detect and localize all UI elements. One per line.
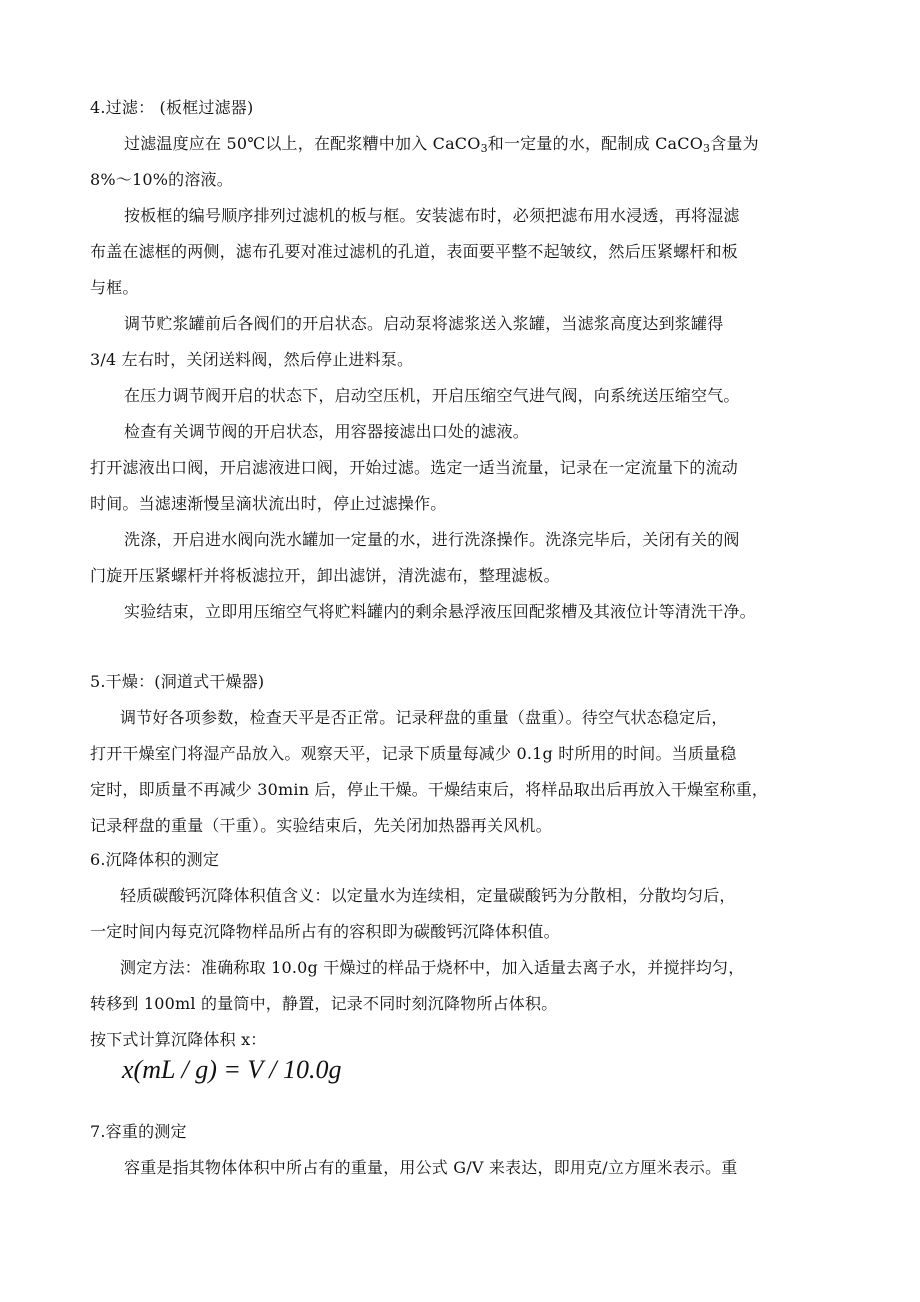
section-7-heading: 7.容重的测定 [90,1122,187,1141]
settling-p3-line1: 按下式计算沉降体积 x： [90,1030,267,1049]
drying-p1-line3: 定时，即质量不再减少 30min 后，停止干燥。干燥结束后，将样品取出后再放入干燥室称重， [90,780,769,799]
filtration-p5-line1: 检查有关调节阀的开启状态，用容器接滤出口处的滤液。 [124,422,530,441]
drying-p1-line4: 记录秤盘的重量（干重）。实验结束后，先关闭加热器再关风机。 [90,816,552,835]
section-5-heading: 5.干燥：(洞道式干燥器) [90,672,265,691]
filtration-p7-line1: 洗涤，开启进水阀向洗水罐加一定量的水，进行洗涤操作。洗涤完毕后，关闭有关的阀 [124,530,740,549]
drying-p1-line1: 调节好各项参数，检查天平是否正常。记录秤盘的重量（盘重）。待空气状态稳定后， [120,708,728,727]
filtration-p7-line2: 门旋开压紧螺杆并将板滤拉开，卸出滤饼，清洗滤布，整理滤板。 [90,566,560,585]
filtration-p2-line2: 布盖在滤框的两侧，滤布孔要对准过滤机的孔道，表面要平整不起皱纹，然后压紧螺杆和板 [90,242,739,261]
subscript-3: 3 [480,142,488,155]
filtration-p6-line1: 打开滤液出口阀，开启滤液进口阀，开始过滤。选定一适当流量，记录在一定流量下的流动 [90,458,739,477]
drying-p1-line2: 打开干燥室门将湿产品放入。观察天平，记录下质量每减少 0.1g 时所用的时间。当质量稳 [90,744,737,763]
settling-p1-line1: 轻质碳酸钙沉降体积值含义：以定量水为连续相，定量碳酸钙为分散相，分散均匀后， [120,886,736,905]
settling-p2-line2: 转移到 100ml 的量筒中，静置，记录不同时刻沉降物所占体积。 [90,994,558,1013]
settling-p1-line2: 一定时间内每克沉降物样品所占有的容积即为碳酸钙沉降体积值。 [90,922,560,941]
section-4-heading: 4.过滤： (板框过滤器) [90,98,254,117]
bulk-density-p1-line1: 容重是指其物体体积中所占有的重量，用公式 G/V 来表达，即用克/立方厘米表示。重 [124,1158,738,1177]
filtration-p8-line1: 实验结束，立即用压缩空气将贮料罐内的剩余悬浮液压回配浆槽及其液位计等清洗干净。 [124,602,756,621]
filtration-p1-text-a: 过滤温度应在 50℃以上，在配浆糟中加入 CaCO [124,134,481,153]
section-6-heading: 6.沉降体积的测定 [90,850,220,869]
settling-p2-line1: 测定方法：准确称取 10.0g 干燥过的样品于烧杯中，加入适量去离子水，并搅拌均匀， [120,958,745,977]
subscript-3: 3 [703,142,711,155]
filtration-p1-text-c: 含量为 [710,134,759,153]
filtration-p3-line1: 调节贮浆罐前后各阀们的开启状态。启动泵将滤浆送入浆罐，当滤浆高度达到浆罐得 [124,314,724,333]
filtration-p1-line2: 8%～10%的溶液。 [90,170,233,189]
filtration-p2-line3: 与框。 [90,278,139,297]
filtration-p4-line1: 在压力调节阀开启的状态下，启动空压机，开启压缩空气进气阀，向系统送压缩空气。 [124,386,740,405]
filtration-p6-line2: 时间。当滤速渐慢呈滴状流出时，停止过滤操作。 [90,494,447,513]
filtration-p3-line2: 3/4 左右时，关闭送料阀，然后停止进料泵。 [90,350,414,369]
settling-volume-formula: x(mL / g) = V / 10.0g [122,1055,342,1084]
filtration-p2-line1: 按板框的编号顺序排列过滤机的板与框。安装滤布时，必须把滤布用水浸透，再将湿滤 [124,206,740,225]
filtration-p1-text-b: 和一定量的水，配制成 CaCO [487,134,704,153]
filtration-p1-line1 [124,134,759,159]
